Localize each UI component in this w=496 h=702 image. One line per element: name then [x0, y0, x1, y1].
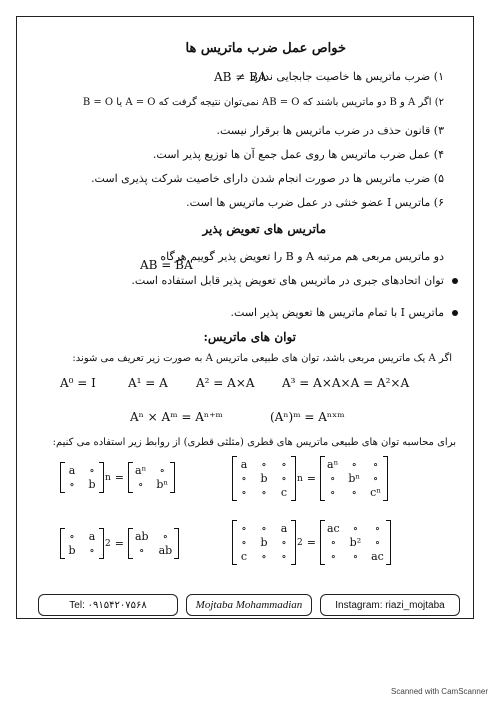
matrix-example-4: ∘ ∘ a ∘ b ∘ c ∘ ∘ 2 = ac ∘ ∘ ∘ b² ∘ ∘ ∘ ac: [232, 520, 391, 565]
page-title: خواص عمل ضرب ماتریس ها: [185, 41, 346, 56]
author-name-box: Mojtaba Mohammadian: [186, 594, 312, 616]
diagonal-note: برای محاسبه توان های طبیعی ماتریس های قطری (مثلثی قطری) از روابط زیر استفاده می کنیم:: [52, 437, 456, 448]
property-3: ۳) قانون حذف در ضرب ماتریس ها برقرار نیست.: [216, 124, 444, 137]
power-product-rule: Aⁿ × Aᵐ = Aⁿ⁺ᵐ: [130, 410, 223, 424]
power-a0: A⁰ = I: [60, 376, 96, 390]
power-power-rule: (Aⁿ)ᵐ = Aⁿˣᵐ: [270, 410, 345, 424]
property-4: ۴) عمل ضرب ماتریس ها روی عمل جمع آن ها توزیع پذیر است.: [152, 148, 444, 161]
commutative-definition: دو ماتریس مربعی هم مرتبه A و B را تعویض پذیر گوییم هرگاه: [160, 250, 444, 263]
scanner-note: Scanned with CamScanner: [391, 687, 488, 696]
power-a1: A¹ = A: [128, 376, 168, 390]
bullet-2: [452, 310, 458, 316]
commutative-heading: ماتریس های تعویض پذیر: [202, 222, 326, 236]
commutative-formula: AB = BA: [140, 258, 193, 272]
property-2: ۲) اگر A و B دو ماتریس باشند که AB = O نمی‌توان نتیجه گرفت که A = O یا B = O: [82, 97, 444, 108]
property-1: ۱) ضرب ماتریس ها خاصیت جابجایی ندارد: [250, 70, 444, 83]
matrix-example-1: a ∘ ∘ b n = aⁿ ∘ ∘ bⁿ: [60, 462, 175, 493]
power-a2: A² = A×A: [196, 376, 255, 390]
property-6: ۶) ماتریس I عضو خنثی در عمل ضرب ماتریس ها است.: [186, 196, 444, 209]
power-a3: A³ = A×A×A = A²×A: [282, 376, 410, 390]
tel-box: Tel: ۰۹۱۵۴۲۰۷۵۶۸: [38, 594, 178, 616]
powers-intro: اگر A یک ماتریس مربعی باشد، توان های طبیعی ماتریس A به صورت زیر تعریف می شوند:: [72, 353, 452, 364]
matrix-example-2: a ∘ ∘ ∘ b ∘ ∘ ∘ c n = aⁿ ∘ ∘ ∘ bⁿ ∘ ∘ ∘ cⁿ: [232, 456, 388, 501]
property-1-formula: AB ≠ BA: [214, 70, 267, 84]
commutative-point-2: ماتریس I با تمام ماتریس ها تعویض پذیر است.: [230, 306, 444, 319]
property-5: ۵) ضرب ماتریس ها در صورت انجام شدن دارای خاصیت شرکت پذیری است.: [91, 172, 444, 185]
instagram-box: Instagram: riazi_mojtaba: [320, 594, 460, 616]
commutative-point-1: توان اتحادهای جبری در ماتریس های تعویض پذیر قابل استفاده است.: [131, 274, 444, 287]
bullet-1: [452, 278, 458, 284]
matrix-example-3: ∘ a b ∘ 2 = ab ∘ ∘ ab: [60, 528, 179, 559]
powers-heading: توان های ماتریس:: [203, 330, 296, 344]
